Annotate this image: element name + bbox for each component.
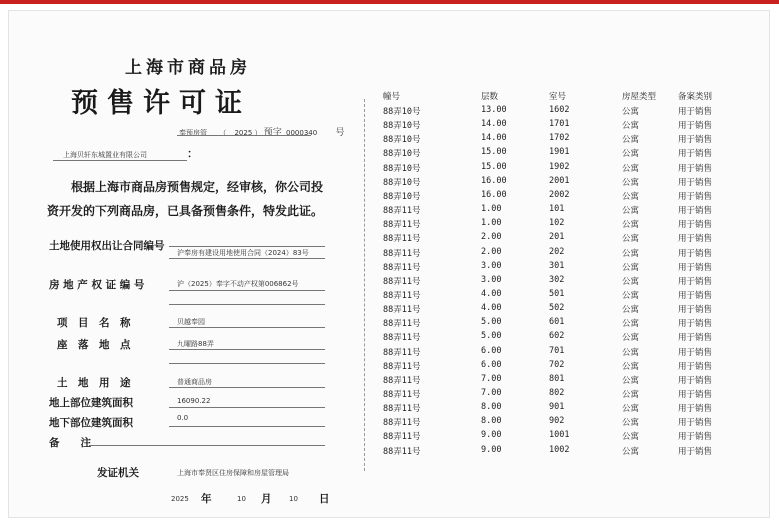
table-cell: 用于销售	[678, 262, 713, 273]
field-underline	[169, 407, 325, 408]
column-header: 备案类别	[678, 92, 713, 102]
field-value-location: 九曜路88弄	[177, 340, 214, 348]
table-cell: 3.00	[481, 260, 502, 271]
field-underline	[169, 327, 325, 328]
table-cell: 88弄11号	[383, 262, 421, 273]
table-cell: 1701	[549, 119, 570, 130]
permit-ref	[179, 125, 344, 138]
table-cell: 88弄11号	[383, 234, 421, 245]
table-cell: 8.00	[481, 416, 502, 427]
table-cell: 公寓	[622, 234, 640, 245]
table-cell: 公寓	[622, 191, 640, 202]
permit-number: 0000340	[286, 129, 318, 137]
column-header: 室号	[549, 92, 567, 102]
date-day-unit: 日	[319, 493, 330, 505]
table-cell: 用于销售	[678, 276, 713, 287]
table-cell: 4.00	[481, 303, 502, 314]
table-cell: 1902	[549, 161, 570, 172]
field-label-land-contract: 土地使用权出让合同编号	[49, 240, 165, 252]
table-cell: 602	[549, 331, 565, 342]
table-cell: 801	[549, 373, 565, 384]
field-underline	[169, 363, 325, 364]
table-cell: 88弄10号	[383, 163, 421, 174]
table-cell: 公寓	[622, 418, 640, 429]
table-cell: 公寓	[622, 248, 640, 259]
table-cell: 用于销售	[678, 220, 713, 231]
table-cell: 公寓	[622, 404, 640, 415]
table-cell: 8.00	[481, 402, 502, 413]
table-cell: 公寓	[622, 361, 640, 372]
statement-line1: 根据上海市商品房预售规定，经审核，你公司投	[71, 180, 324, 194]
field-label-land-use: 土 地 用 途	[57, 377, 131, 389]
table-cell: 901	[549, 402, 565, 413]
field-value-below-ground-area: 0.0	[177, 414, 189, 422]
table-cell: 公寓	[622, 206, 640, 217]
table-cell: 2001	[549, 175, 570, 186]
title-line2: 预售许可证	[71, 88, 251, 119]
field-underline	[169, 290, 325, 291]
table-cell: 2.00	[481, 232, 502, 243]
page-divider	[364, 99, 365, 471]
table-cell: 公寓	[622, 121, 640, 132]
field-underline	[169, 426, 325, 427]
table-cell: 501	[549, 288, 565, 299]
table-cell: 16.00	[481, 189, 507, 200]
table-cell: 15.00	[481, 147, 507, 158]
column-header: 房屋类型	[622, 92, 657, 102]
permit-ref-underline	[177, 135, 311, 136]
table-cell: 用于销售	[678, 206, 713, 217]
table-cell: 公寓	[622, 375, 640, 386]
table-cell: 用于销售	[678, 375, 713, 386]
table-cell: 5.00	[481, 317, 502, 328]
table-cell: 14.00	[481, 133, 507, 144]
table-cell: 88弄10号	[383, 107, 421, 117]
table-cell: 2.00	[481, 246, 502, 257]
issuer-label: 发证机关	[97, 467, 139, 479]
table-cell: 用于销售	[678, 107, 713, 117]
field-value-property-cert: 沪（2025）奉字不动产权第006862号	[177, 280, 299, 288]
table-cell: 公寓	[622, 446, 640, 457]
table-cell: 5.00	[481, 331, 502, 342]
date-day: 10	[289, 495, 298, 503]
table-cell: 用于销售	[678, 361, 713, 372]
field-value-project-name: 贝越奉园	[177, 318, 205, 326]
table-cell: 公寓	[622, 149, 640, 160]
table-cell: 1002	[549, 444, 570, 455]
date-month-unit: 月	[261, 493, 272, 505]
table-cell: 88弄11号	[383, 390, 421, 400]
table-cell: 1901	[549, 147, 570, 158]
field-underline	[169, 304, 325, 305]
table-cell: 88弄11号	[383, 404, 421, 415]
title-line1: 上海市商品房	[125, 58, 251, 78]
table-cell: 用于销售	[678, 248, 713, 259]
permit-office: 奉预房管	[179, 129, 207, 137]
table-cell: 公寓	[622, 220, 640, 231]
permit-paren-close: ）	[254, 129, 262, 137]
table-cell: 88弄11号	[383, 319, 421, 330]
table-cell: 用于销售	[678, 319, 713, 330]
table-cell: 公寓	[622, 432, 640, 443]
table-cell: 用于销售	[678, 149, 713, 160]
table-cell: 88弄10号	[383, 177, 421, 188]
field-value-above-ground-area: 16090.22	[177, 397, 211, 405]
table-cell: 102	[549, 218, 565, 229]
table-cell: 14.00	[481, 119, 507, 130]
field-underline	[169, 349, 325, 350]
table-cell: 用于销售	[678, 191, 713, 202]
table-cell: 公寓	[622, 305, 640, 316]
table-cell: 用于销售	[678, 234, 713, 245]
table-cell: 88弄11号	[383, 276, 421, 287]
table-cell: 7.00	[481, 373, 502, 384]
permit-year: 2025	[234, 129, 253, 137]
field-underline	[169, 246, 325, 247]
table-cell: 88弄10号	[383, 121, 421, 132]
table-cell: 201	[549, 232, 565, 243]
table-cell: 88弄11号	[383, 248, 421, 259]
field-underline	[169, 258, 325, 259]
table-cell: 902	[549, 416, 565, 427]
table-cell: 用于销售	[678, 305, 713, 316]
statement-line2: 资开发的下列商品房，已具备预售条件，特发此证。	[47, 204, 324, 218]
table-cell: 6.00	[481, 345, 502, 356]
table-cell: 用于销售	[678, 135, 713, 146]
table-cell: 88弄11号	[383, 361, 421, 372]
permit-suffix: 号	[335, 128, 345, 138]
field-underline	[169, 387, 325, 388]
table-cell: 公寓	[622, 276, 640, 287]
table-cell: 公寓	[622, 290, 640, 301]
table-cell: 88弄10号	[383, 191, 421, 202]
table-cell: 88弄11号	[383, 446, 421, 457]
field-label-above-ground-area: 地上部位建筑面积	[49, 397, 133, 409]
table-cell: 701	[549, 345, 565, 356]
table-cell: 公寓	[622, 163, 640, 174]
field-underline	[89, 445, 325, 446]
table-cell: 公寓	[622, 390, 640, 400]
table-cell: 用于销售	[678, 290, 713, 301]
table-cell: 88弄10号	[383, 135, 421, 146]
table-cell: 用于销售	[678, 121, 713, 132]
table-cell: 6.00	[481, 359, 502, 370]
table-cell: 7.00	[481, 388, 502, 398]
date-month: 10	[237, 495, 246, 503]
column-header: 幢号	[383, 92, 401, 102]
company-colon: ：	[187, 147, 198, 160]
company-underline	[53, 160, 187, 161]
table-cell: 202	[549, 246, 565, 257]
table-cell: 502	[549, 303, 565, 314]
table-cell: 4.00	[481, 288, 502, 299]
table-cell: 3.00	[481, 274, 502, 285]
company-name: 上海贝轩东城置业有限公司	[63, 151, 147, 159]
table-cell: 1702	[549, 133, 570, 144]
table-cell: 88弄11号	[383, 418, 421, 429]
table-cell: 88弄11号	[383, 347, 421, 358]
table-cell: 1602	[549, 105, 570, 115]
table-cell: 用于销售	[678, 163, 713, 174]
table-cell: 公寓	[622, 135, 640, 146]
table-cell: 301	[549, 260, 565, 271]
table-cell: 公寓	[622, 347, 640, 358]
permit-paren-open: （	[219, 129, 227, 137]
column-header: 层数	[481, 92, 499, 102]
table-cell: 88弄11号	[383, 305, 421, 316]
table-cell: 88弄11号	[383, 375, 421, 386]
table-cell: 702	[549, 359, 565, 370]
table-cell: 15.00	[481, 161, 507, 172]
field-value-land-use: 普通商品房	[177, 378, 212, 386]
table-cell: 1001	[549, 430, 570, 441]
table-cell: 公寓	[622, 177, 640, 188]
table-cell: 公寓	[622, 262, 640, 273]
field-label-property-cert: 房 地 产 权 证 编 号	[49, 279, 145, 291]
table-cell: 用于销售	[678, 333, 713, 344]
table-cell: 88弄11号	[383, 206, 421, 217]
table-cell: 用于销售	[678, 404, 713, 415]
top-accent-bar	[0, 0, 779, 4]
table-cell: 用于销售	[678, 390, 713, 400]
table-cell: 88弄11号	[383, 220, 421, 231]
table-cell: 1.00	[481, 204, 502, 215]
date-year-unit: 年	[201, 493, 212, 505]
table-cell: 88弄11号	[383, 290, 421, 301]
table-cell: 用于销售	[678, 177, 713, 188]
table-cell: 公寓	[622, 333, 640, 344]
issuer-name: 上海市奉贤区住房保障和房屋管理局	[177, 469, 289, 477]
table-cell: 88弄11号	[383, 333, 421, 344]
table-cell: 用于销售	[678, 432, 713, 443]
field-label-location: 座 落 地 点	[57, 339, 131, 351]
table-cell: 用于销售	[678, 446, 713, 457]
table-cell: 88弄10号	[383, 149, 421, 160]
table-cell: 用于销售	[678, 347, 713, 358]
table-cell: 2002	[549, 189, 570, 200]
table-cell: 302	[549, 274, 565, 285]
table-cell: 9.00	[481, 430, 502, 441]
date-year: 2025	[171, 495, 189, 503]
table-cell: 9.00	[481, 444, 502, 455]
table-cell: 用于销售	[678, 418, 713, 429]
table-cell: 公寓	[622, 319, 640, 330]
table-cell: 13.00	[481, 105, 507, 115]
table-cell: 88弄11号	[383, 432, 421, 443]
table-cell: 1.00	[481, 218, 502, 229]
field-label-below-ground-area: 地下部位建筑面积	[49, 417, 133, 429]
table-cell: 601	[549, 317, 565, 328]
table-cell: 101	[549, 204, 565, 215]
permit-prefix: 预字	[263, 128, 282, 138]
field-value-land-contract: 沪奉房有建设用地使用合同（2024）83号	[177, 249, 309, 257]
field-label-project-name: 项 目 名 称	[57, 317, 131, 329]
table-cell: 802	[549, 388, 565, 398]
table-cell: 公寓	[622, 107, 640, 117]
table-cell: 16.00	[481, 175, 507, 186]
field-label-remarks: 备 注	[49, 437, 91, 449]
